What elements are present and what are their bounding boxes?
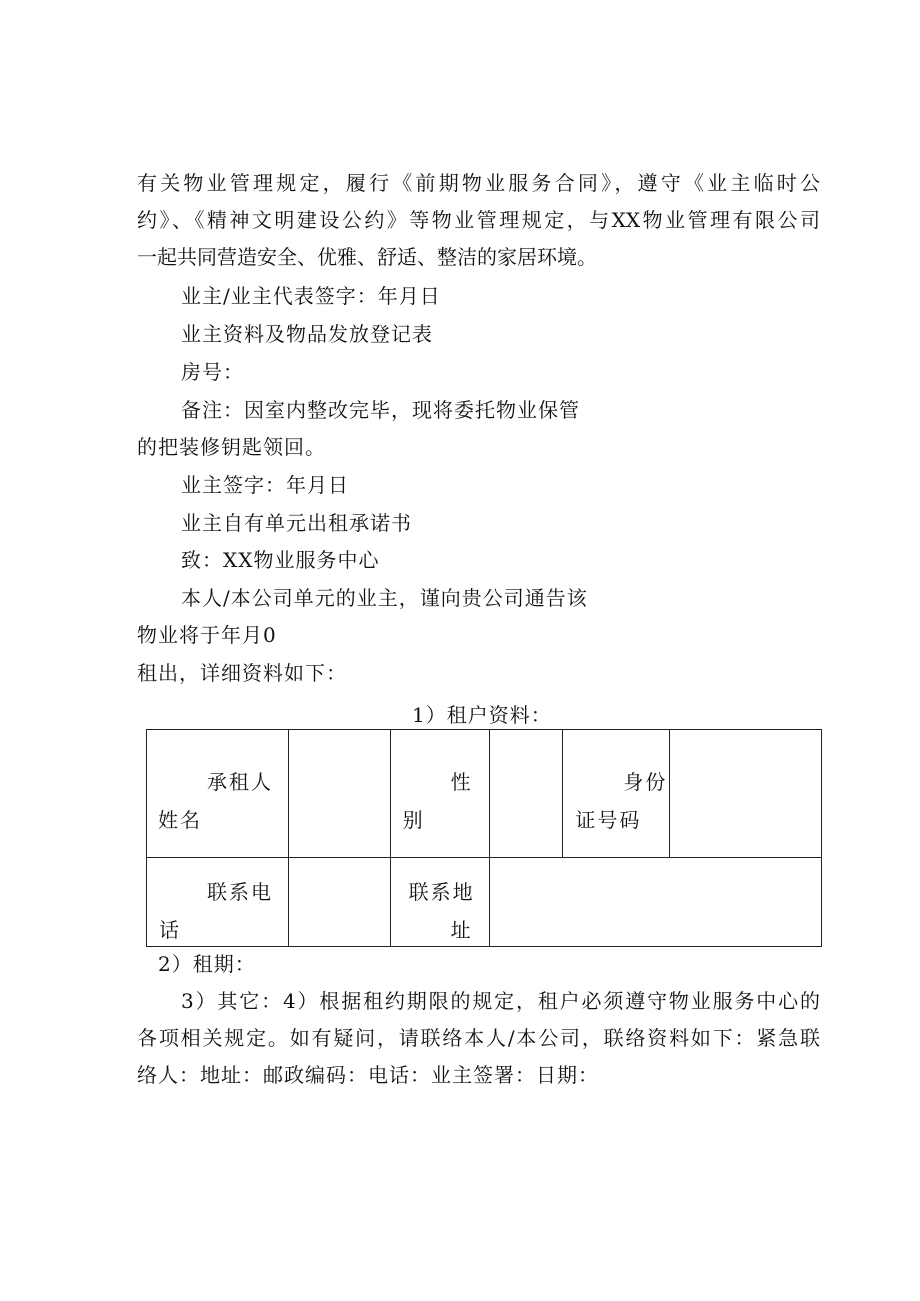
tenant-info-heading: 1）租户资料： (412, 703, 552, 727)
tenant-name-label-cell (147, 730, 289, 858)
statement-line-2: 物业将于年月0 (137, 623, 277, 647)
gender-label-cell (390, 730, 490, 858)
table-row (147, 730, 822, 858)
room-number-label: 房号： (181, 360, 244, 384)
gender-value-cell[interactable] (490, 730, 563, 858)
lease-term-heading: 2）租期： (158, 952, 256, 976)
id-number-label-2: 证号码 (575, 808, 642, 832)
tenant-name-label-2: 姓名 (158, 808, 202, 832)
intro-line-3: 一起共同营造安全、优雅、舒适、整洁的家居环境。 (137, 245, 597, 269)
id-number-label-cell (563, 730, 670, 858)
gender-label-2: 别 (402, 808, 425, 832)
other-terms-line-3: 络人：地址：邮政编码：电话：业主签署：日期： (137, 1063, 599, 1087)
phone-label-cell (147, 858, 289, 947)
owner-signature-date-line: 业主签字：年月日 (181, 473, 349, 497)
registration-form-title: 业主资料及物品发放登记表 (181, 322, 433, 346)
address-label-2: 址 (450, 918, 473, 942)
address-value-cell[interactable] (490, 858, 822, 947)
other-terms-line-1: 3）其它：4）根据租约期限的规定，租户必须遵守物业服务中心的 (181, 989, 820, 1013)
gender-label-1: 性 (450, 770, 473, 794)
phone-value-cell[interactable] (288, 858, 390, 947)
owner-signature-line: 业主/业主代表签字：年月日 (181, 284, 441, 308)
table-row (147, 858, 822, 947)
tenant-name-label-1: 承租人 (207, 770, 273, 794)
id-number-label-1: 身份 (623, 770, 668, 794)
phone-label-2: 话 (159, 918, 181, 942)
other-terms-line-2: 各项相关规定。如有疑问，请联络本人/本公司，联络资料如下：紧急联 (137, 1026, 820, 1050)
intro-line-2: 约》、《精神文明建设公约》等物业管理规定，与XX物业管理有限公司 (137, 208, 820, 232)
addressee-line: 致：XX物业服务中心 (181, 548, 380, 572)
statement-line-1: 本人/本公司单元的业主，谨向贵公司通告该 (181, 586, 588, 610)
lease-commitment-title: 业主自有单元出租承诺书 (181, 511, 412, 535)
address-label-1: 联系地 (408, 880, 475, 904)
remark-line-1: 备注：因室内整改完毕，现将委托物业保管 (181, 398, 580, 422)
id-number-value-cell[interactable] (670, 730, 822, 858)
intro-line-1: 有关物业管理规定，履行《前期物业服务合同》，遵守《业主临时公 (137, 171, 820, 195)
statement-line-3: 租出，详细资料如下： (137, 661, 347, 685)
phone-label-1: 联系电 (207, 880, 273, 904)
tenant-info-table (146, 729, 822, 947)
address-label-cell (390, 858, 490, 947)
tenant-name-value-cell[interactable] (288, 730, 390, 858)
remark-line-2: 的把装修钥匙领回。 (137, 435, 326, 459)
